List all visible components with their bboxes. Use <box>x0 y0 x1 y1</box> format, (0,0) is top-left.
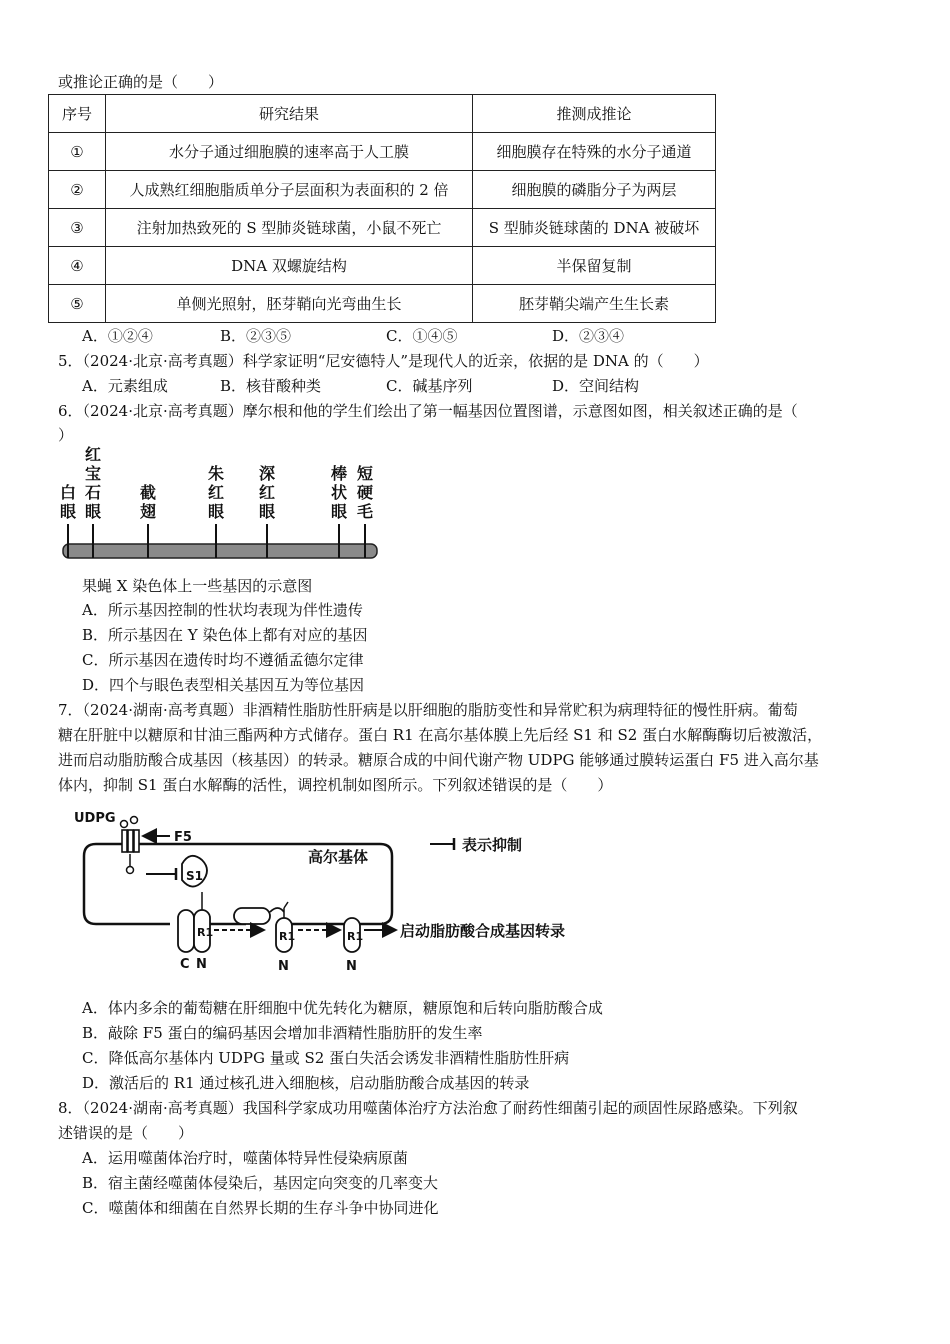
gene-label: 眼 <box>59 502 77 521</box>
table-cell: ⑤ <box>49 285 106 323</box>
option[interactable]: C．所示基因在遗传时均不遵循孟德尔定律 <box>82 651 364 669</box>
n-terminus-label: N <box>346 959 357 974</box>
figure-caption: 果蝇 X 染色体上一些基因的示意图 <box>82 577 313 595</box>
option[interactable]: C．①④⑤ <box>386 327 458 345</box>
gene-label: 红 <box>207 483 225 502</box>
gene-label: 石 <box>84 483 102 502</box>
table-cell: 单侧光照射，胚芽鞘向光弯曲生长 <box>106 285 473 323</box>
table-header-cell: 研究结果 <box>106 95 473 133</box>
q4-table <box>48 94 716 323</box>
chromosome-figure <box>56 444 386 566</box>
gene-label: 翅 <box>139 502 157 521</box>
gene-label: 眼 <box>207 502 225 521</box>
udpg-molecule <box>127 867 134 874</box>
option[interactable]: C．降低高尔基体内 UDPG 量或 S2 蛋白失活会诱发非酒精性脂肪性肝病 <box>82 1049 570 1067</box>
n-terminus-label: N <box>196 957 207 972</box>
gene-label: 截 <box>139 483 157 502</box>
option[interactable]: A．元素组成 <box>82 377 168 395</box>
option[interactable]: A．所示基因控制的性状均表现为伴性遗传 <box>82 601 363 619</box>
table-cell: 细胞膜存在特殊的水分子通道 <box>473 133 716 171</box>
table-header-row <box>49 95 716 133</box>
r1-protein <box>276 902 295 952</box>
gene-label: 毛 <box>356 502 374 521</box>
n-terminus-label: N <box>278 959 289 974</box>
table-row <box>49 247 716 285</box>
gene-label: 短 <box>356 464 374 483</box>
table-cell: 人成熟红细胞脂质单分子层面积为表面积的 2 倍 <box>106 171 473 209</box>
q7-stem-line: 7．（2024·湖南·高考真题）非酒精性脂肪性肝病是以肝细胞的脂肪变性和异常贮积为病理特征的慢性肝病。葡萄 <box>58 701 798 719</box>
s1-label: S1 <box>186 869 203 883</box>
f5-label: F5 <box>174 830 192 845</box>
gene-label: 深 <box>258 464 276 483</box>
option[interactable]: A．①②④ <box>82 327 153 345</box>
table-cell: DNA 双螺旋结构 <box>106 247 473 285</box>
q7-stem-line: 糖在肝脏中以糖原和甘油三酯两种方式储存。蛋白 R1 在高尔基体膜上先后经 S1 和 S2 蛋白水解酶酶切后被激活， <box>58 726 823 744</box>
udpg-molecule <box>121 821 128 828</box>
table-cell: 注射加热致死的 S 型肺炎链球菌，小鼠不死亡 <box>106 209 473 247</box>
transcription-label: 启动脂肪酸合成基因转录 <box>400 922 566 940</box>
gene-label: 眼 <box>330 502 348 521</box>
option[interactable]: B．核苷酸种类 <box>220 377 322 395</box>
option[interactable]: D．激活后的 R1 通过核孔进入细胞核，启动脂肪酸合成基因的转录 <box>82 1074 530 1092</box>
table-header-cell: 推测成推论 <box>473 95 716 133</box>
f5-transporter <box>122 830 139 852</box>
q7-stem-line: 进而启动脂肪酸合成基因（核基因）的转录。糖原合成的中间代谢产物 UDPG 能够通过膜转运蛋白 F5 进入高尔基 <box>58 751 819 769</box>
legend-label: 表示抑制 <box>462 836 523 854</box>
svg-text:R1: R1 <box>197 926 214 939</box>
option[interactable]: B．敲除 F5 蛋白的编码基因会增加非酒精性脂肪肝的发生率 <box>82 1024 483 1042</box>
gene-label: 红 <box>84 445 102 464</box>
gene-label: 宝 <box>84 464 102 483</box>
q4-options <box>82 326 624 346</box>
table-cell: 胚芽鞘尖端产生生长素 <box>473 285 716 323</box>
option[interactable]: B．②③⑤ <box>220 327 292 345</box>
table-cell: ① <box>49 133 106 171</box>
q6-stem-line1: 6．（2024·北京·高考真题）摩尔根和他的学生们绘出了第一幅基因位置图谱，示意图如图，相关叙述正确的是（ <box>58 402 798 420</box>
table-header-cell: 序号 <box>49 95 106 133</box>
gene-label: 状 <box>330 483 348 502</box>
table-cell: S 型肺炎链球菌的 DNA 被破坏 <box>473 209 716 247</box>
table-row <box>49 285 716 323</box>
gene-label: 棒 <box>330 464 348 483</box>
c-terminus-label: C <box>180 957 190 972</box>
option[interactable]: A．体内多余的葡萄糖在肝细胞中优先转化为糖原，糖原饱和后转向脂肪酸合成 <box>82 999 603 1017</box>
option[interactable]: D．空间结构 <box>552 377 640 395</box>
option[interactable]: D．四个与眼色表型相关基因互为等位基因 <box>82 676 365 694</box>
gene-label: 眼 <box>258 502 276 521</box>
table-cell: 半保留复制 <box>473 247 716 285</box>
option[interactable]: C．噬菌体和细菌在自然界长期的生存斗争中协同进化 <box>82 1199 439 1217</box>
q7-stem-line: 体内，抑制 S1 蛋白水解酶的活性，调控机制如图所示。下列叙述错误的是（ ） <box>58 776 613 794</box>
option[interactable]: B．宿主菌经噬菌体侵染后，基因定向突变的几率变大 <box>82 1174 439 1192</box>
option[interactable]: C．碱基序列 <box>386 377 473 395</box>
udpg-molecule <box>131 817 138 824</box>
gene-label: 硬 <box>356 483 374 502</box>
golgi-mechanism-figure <box>70 800 610 980</box>
table-row <box>49 171 716 209</box>
table-row <box>49 133 716 171</box>
table-cell: ③ <box>49 209 106 247</box>
option[interactable]: B．所示基因在 Y 染色体上都有对应的基因 <box>82 626 368 644</box>
q5-stem: 5．（2024·北京·高考真题）科学家证明“尼安德特人”是现代人的近亲，依据的是 DNA 的（ ） <box>58 352 709 370</box>
table-cell: ④ <box>49 247 106 285</box>
chromosome-bar <box>63 544 377 558</box>
r1-protein <box>178 892 213 952</box>
gene-label: 白 <box>59 483 77 502</box>
gene-label: 朱 <box>207 464 225 483</box>
table-cell: ② <box>49 171 106 209</box>
svg-text:R1: R1 <box>279 930 296 943</box>
r1-protein <box>344 918 363 952</box>
gene-label: 眼 <box>84 502 102 521</box>
q4-stem-tail: 或推论正确的是（ ） <box>58 73 224 91</box>
golgi-label: 高尔基体 <box>308 848 369 866</box>
gene-label: 红 <box>258 483 276 502</box>
q5-options <box>82 376 639 396</box>
udpg-label: UDPG <box>74 811 116 826</box>
option[interactable]: A．运用噬菌体治疗时，噬菌体特异性侵染病原菌 <box>82 1149 408 1167</box>
table-row <box>49 209 716 247</box>
option[interactable]: D．②③④ <box>552 327 625 345</box>
q8-stem-line1: 8．（2024·湖南·高考真题）我国科学家成功用噬菌体治疗方法治愈了耐药性细菌引起的顽固性尿路感染。下列叙 <box>58 1099 798 1117</box>
q8-stem-line2: 述错误的是（ ） <box>58 1124 194 1142</box>
table-cell: 细胞膜的磷脂分子为两层 <box>473 171 716 209</box>
table-cell: 水分子通过细胞膜的速率高于人工膜 <box>106 133 473 171</box>
q6-stem-line2: ） <box>58 426 74 444</box>
svg-text:R1: R1 <box>347 930 364 943</box>
